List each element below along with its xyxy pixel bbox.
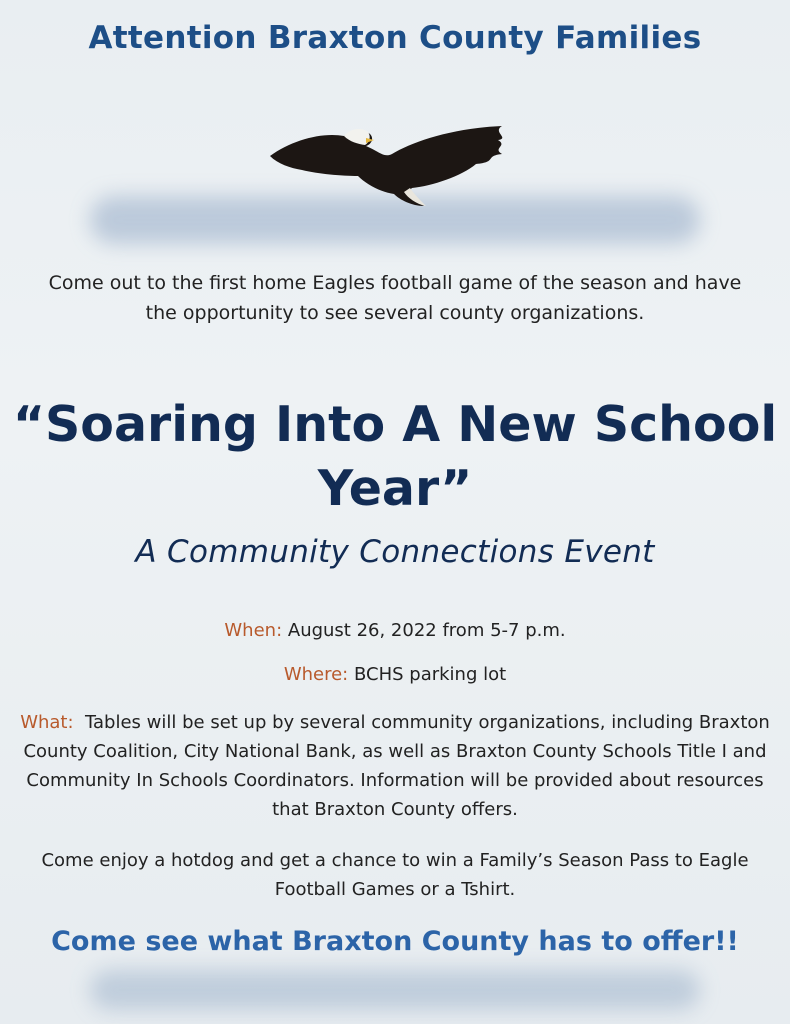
closing-text: Come see what Braxton County has to offer!! <box>51 926 739 957</box>
event-subtitle: A Community Connections Event <box>135 534 655 570</box>
what-value: Tables will be set up by several community organizations, including Braxton County Coalition, City National Bank, as well as Braxton County Schools Title I and Community In Schools Coordinators. Information will be provided about resources that Braxton County offers. <box>23 712 770 820</box>
decorative-shadow-bottom <box>90 970 700 1010</box>
where-label: Where: <box>283 664 349 685</box>
event-title: “Soaring Into A New School Year” <box>12 396 778 517</box>
header-title: Attention Braxton County Families <box>88 20 702 56</box>
where-value: BCHS parking lot <box>353 664 507 685</box>
what-label: What: <box>20 712 74 733</box>
enjoy-text: Come enjoy a hotdog and get a chance to win a Family’s Season Pass to Eagle Football Games or a Tshirt. <box>41 850 749 900</box>
what-block <box>18 708 772 824</box>
intro-text: Come out to the first home Eagles football game of the season and have the opportunity to see several county organizations. <box>48 272 742 324</box>
when-line <box>0 620 790 641</box>
when-label: When: <box>224 620 283 641</box>
when-value: August 26, 2022 from 5-7 p.m. <box>287 620 566 641</box>
eagle-icon <box>262 118 522 213</box>
where-line <box>0 664 790 685</box>
